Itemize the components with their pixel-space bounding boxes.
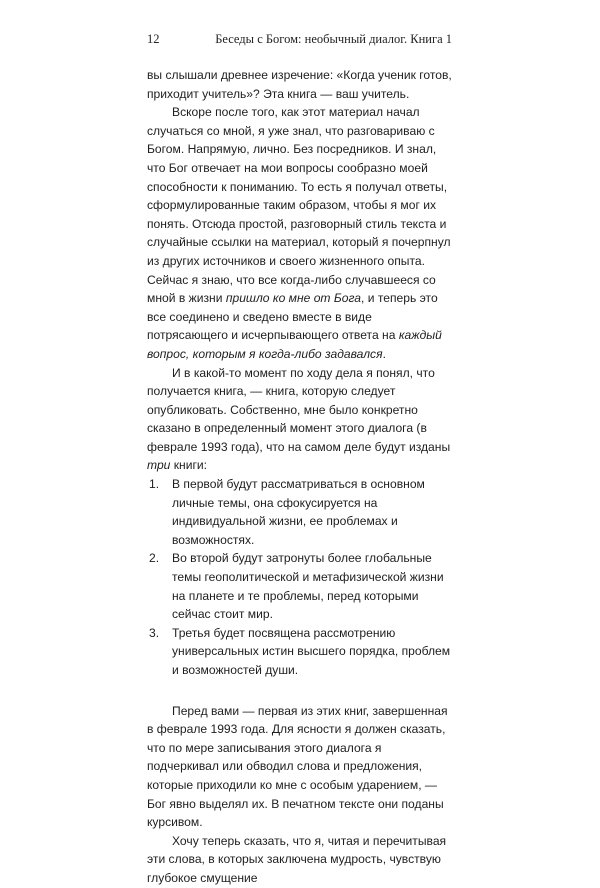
list-item [147,549,455,623]
emphasis-text: каждый вопрос, которым я когда-либо задавался [147,328,442,361]
list-number: 1. [149,477,160,492]
running-title: Беседы с Богом: необычный диалог. Книга 1 [215,32,452,46]
paragraph-3: И в какой-то момент по ходу дела я понял, что получается книга, — книга, которую следует опубликовать. Собственно, мне было конкретно сказано в определенный момент этого диалога (в феврале 1993 года), что на самом деле будут изданы три книги: [147,365,451,473]
numbered-list [147,475,455,680]
list-item-text: В первой будут рассматриваться в основном личные темы, она сфокусируется на индивидуальной жизни, ее проблемах и возможностях. [172,477,425,547]
paragraph-5: Хочу теперь сказать, что я, читая и перечитывая эти слова, в которых заключена мудрость, чувствую глубокое смущение [147,833,447,885]
paragraph-1: вы слышали древнее изречение: «Когда ученик готов, приходит учитель»? Эта книга — ваш учитель. [147,68,452,101]
paragraph-2: Вскоре после того, как этот материал начал случаться со мной, я уже знал, что разговариваю с Богом. Напрямую, лично. Без посредников. И знал, что Бог отвечает на мои вопросы сообразно моей способности к пониманию. То есть я получал ответы, сформулированные таким образом, чтобы я мог их понять. Отсюда простой, разговорный стиль текста и случайные ссылки на материал, который я почерпнул из других источников и своего жизненного опыта. Сейчас я знаю, что все когда-либо случавшееся со мной в жизни пришло ко мне от Бога, и теперь это все соединено и сведено вместе в виде потрясающего и исчерпывающего ответа на каждый вопрос, которым я когда-либо задавался. [147,105,451,361]
page-header [147,32,452,47]
emphasis-text: пришло ко мне от Бога [225,291,362,306]
list-item-text: Во второй будут затронуты более глобальные темы геополитической и метафизической жизни на планете и те проблемы, перед которыми сейчас стоит мир. [172,551,444,622]
page-number: 12 [147,32,160,46]
paragraph-4: Перед вами — первая из этих книг, завершенная в феврале 1993 года. Для ясности я должен сказать, что по мере записывания этого диалога я подчеркивал или обводил слова и предложения, которые приходили ко мне с особым ударением, — Бог явно выделял их. В печатном тексте они поданы курсивом. [147,703,448,830]
list-item [147,475,455,549]
list-number: 3. [149,625,160,640]
list-item [147,624,455,680]
list-number: 2. [149,551,160,566]
list-item-text: Третья будет посвящена рассмотрению универсальных истин высшего порядка, проблем и возможностей души. [172,625,451,677]
page-body [147,66,455,888]
emphasis-text: три [147,458,171,473]
